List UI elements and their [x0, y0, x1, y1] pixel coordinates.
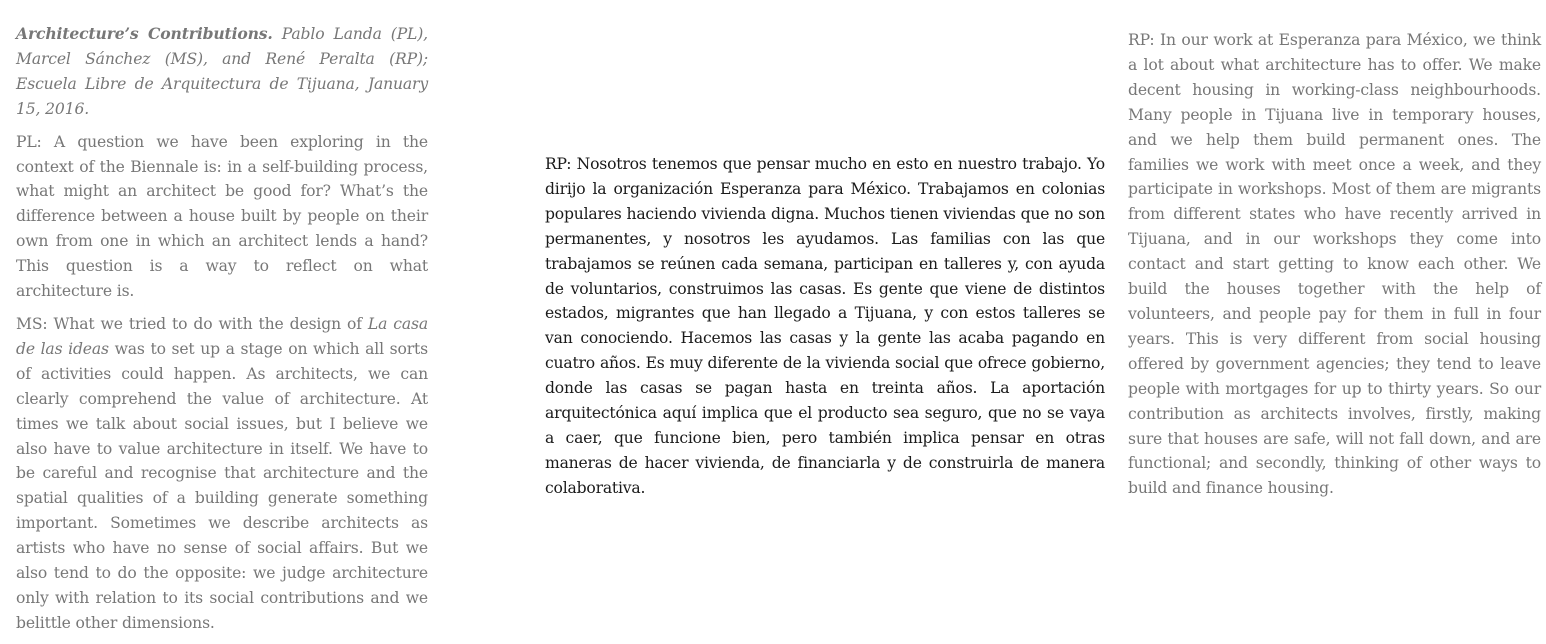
left-column [16, 22, 428, 644]
interview-caption [16, 22, 428, 122]
caption-details: Pablo Landa (PL), Marcel Sánchez (MS), and René Peralta (RP); Escuela Libre de Arquitectura de Tijuana, January 15, 2016. [16, 25, 428, 118]
rp-paragraph-english: RP: In our work at Esperanza para México, we think a lot about what architecture has to offer. We make decent housing in working-class neighbourhoods. Many people in Tijuana live in temporary houses, and we help them build permanent ones. The families we work with meet once a week, and they participate in workshops. Most of them are migrants from different states who have recently arrived in Tijuana, and in our workshops they come into contact and start getting to know each other. We build the houses together with the help of volunteers, and people pay for them in full in four years. This is very different from social housing offered by government agencies; they tend to leave people with mortgages for up to thirty years. So our contribution as architects involves, firstly, making sure that houses are safe, will not fall down, and are functional; and secondly, thinking of other ways to build and finance housing. [1128, 31, 1541, 498]
rp-paragraph-spanish: RP: Nosotros tenemos que pensar mucho en esto en nuestro trabajo. Yo dirijo la organización Esperanza para México. Trabajamos en colonias populares haciendo vivienda digna. Muchos tienen viviendas que no son permanentes, y nosotros les ayudamos. Las familias con las que trabajamos se reúnen cada semana, participan en talleres y, con ayuda de voluntarios, construimos las casas. Es gente que viene de distintos estados, migrantes que han llegado a Tijuana, y con estos talleres se van conociendo. Hacemos las casas y la gente las acaba pagando en cuatro años. Es muy diferente de la vivienda social que ofrece gobierno, donde las casas se pagan hasta en treinta años. La aportación arquitectónica aquí implica que el producto sea seguro, que no se vaya a caer, que funcione bien, pero también implica pensar en otras maneras de hacer vivienda, de financiarla y de construirla de manera colaborativa. [545, 155, 1105, 497]
ms-text-before: MS: What we tried to do with the design of [16, 314, 368, 333]
project-title: La casa de las ideas [16, 314, 428, 358]
pl-paragraph: PL: A question we have been exploring in the context of the Biennale is: in a self-building process, what might an architect be good for? What’s the difference between a house built by people on their own from one in which an architect lends a hand? This question is a way to reflect on what architecture is. [16, 132, 428, 301]
right-column-english [1128, 28, 1541, 509]
middle-column-spanish [545, 152, 1105, 509]
caption-title: Architecture’s Contributions. [16, 24, 273, 43]
ms-paragraph [16, 312, 428, 636]
ms-text-after: was to set up a stage on which all sorts of activities could happen. As architects, we can clearly comprehend the value of architecture. At times we talk about social issues, but I believe we also have to value architecture in itself. We have to be careful and recognise that architecture and the spatial qualities of a building generate something important. Sometimes we describe architects as artists who have no sense of social affairs. But we also tend to do the opposite: we judge architecture only with relation to its social contributions and we belittle other dimensions. [16, 339, 428, 632]
